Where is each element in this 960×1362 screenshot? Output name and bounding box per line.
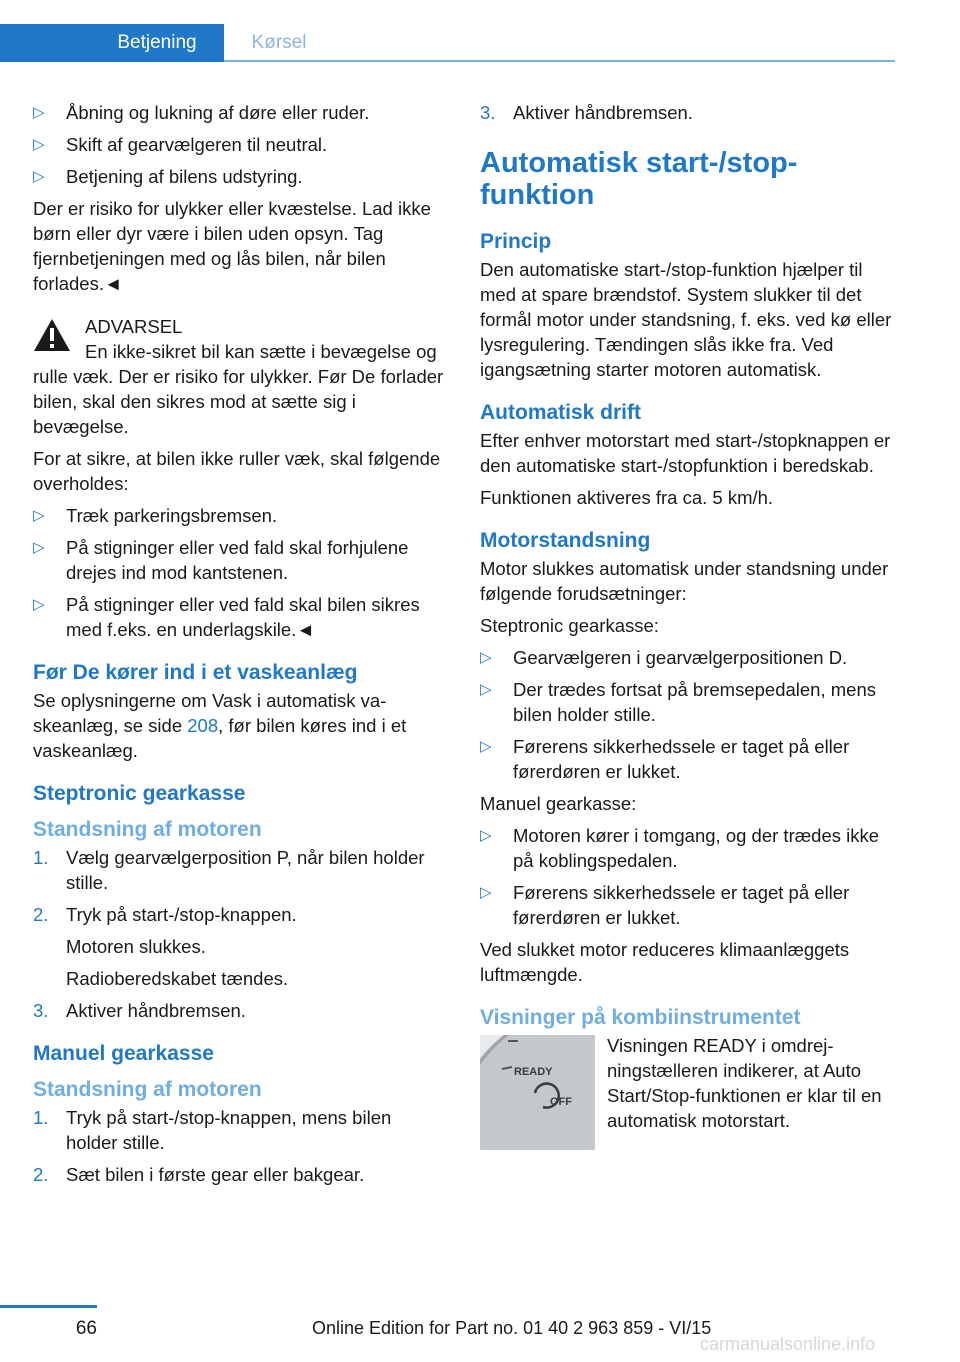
triangle-bullet-icon: ▷ bbox=[33, 104, 45, 121]
list-item: 2. Tryk på start-/stop-knappen. bbox=[33, 904, 297, 925]
triangle-bullet-icon: ▷ bbox=[33, 168, 45, 185]
auto-paragraph-2: Funktionen aktiveres fra ca. 5 km/h. bbox=[480, 487, 774, 508]
list-item: ▷ Betjening af bilens udstyring. bbox=[33, 166, 303, 187]
auto-paragraph: Efter enhver motorstart med start-/stopknappen er den automatiske start-/stopfunktion i beredskab. bbox=[480, 430, 891, 476]
tab-underline bbox=[224, 60, 895, 62]
manual-heading: Manuel gearkasse bbox=[33, 1042, 214, 1065]
triangle-bullet-icon: ▷ bbox=[33, 539, 45, 556]
list-item: ▷ Førerens sikkerhedssele er taget på eller førerdøren er lukket. bbox=[480, 736, 850, 782]
section-title: Automatisk start-/stop-funktion bbox=[480, 147, 798, 211]
climate-paragraph: Ved slukket motor reduceres klimaanlæggets luftmængde. bbox=[480, 939, 850, 985]
risk-paragraph: Der er risiko for ulykker eller kvæstelse. Lad ikke børn eller dyr være i bilen uden opsyn. Tag fjernbetjeningen med og lås bilen, når bilen forlades.◄ bbox=[33, 198, 431, 294]
triangle-bullet-icon: ▷ bbox=[480, 738, 492, 755]
warning-text: En ikke-sikret bil kan sætte i bevægelse og rulle væk. Der er risiko for ulykker. Før De forlader bilen, skal den sikres mod at sætte sig i bevægelse. bbox=[33, 341, 444, 437]
step-note: Radioberedskabet tændes. bbox=[66, 968, 289, 989]
triangle-bullet-icon: ▷ bbox=[480, 827, 492, 844]
list-item: ▷ Gearvælgeren i gearvælgerpositionen D. bbox=[480, 647, 848, 668]
triangle-bullet-icon: ▷ bbox=[480, 649, 492, 666]
display-heading: Visninger på kombiinstrumentet bbox=[480, 1006, 801, 1029]
header-tabs bbox=[0, 24, 895, 62]
auto-heading: Automatisk drift bbox=[480, 401, 642, 424]
stop-engine-heading: Standsning af motoren bbox=[33, 818, 262, 841]
manual-label: Manuel gearkasse: bbox=[480, 793, 637, 814]
list-item: ▷ På stigninger eller ved fald skal bilen sikres med f.eks. en underlagskile.◄ bbox=[33, 594, 420, 640]
steptronic-label: Steptronic gearkasse: bbox=[480, 615, 659, 636]
triangle-bullet-icon: ▷ bbox=[480, 884, 492, 901]
watermark: carmanualsonline.info bbox=[700, 1334, 876, 1354]
list-item: ▷ Førerens sikkerhedssele er taget på eller førerdøren er lukket. bbox=[480, 882, 850, 928]
page-number: 66 bbox=[75, 1318, 97, 1339]
footer-edition: Online Edition for Part no. 01 40 2 963 859 - VI/15 bbox=[312, 1318, 712, 1338]
secure-paragraph: For at sikre, at bilen ikke ruller væk, skal følgende overholdes: bbox=[33, 448, 441, 494]
standstill-paragraph: Motor slukkes automatisk under standsning under følgende forudsætninger: bbox=[480, 558, 889, 604]
wash-paragraph: Se oplysningerne om Vask i automatisk vaskeanlæg, se side 208, før bilen køres ind i et vaskeanlæg. bbox=[33, 690, 407, 761]
warning-title: ADVARSEL bbox=[85, 316, 183, 337]
tachometer-ready-image bbox=[480, 1035, 595, 1150]
page-link[interactable]: 208 bbox=[187, 715, 219, 736]
steptronic-heading: Steptronic gearkasse bbox=[33, 782, 246, 805]
list-item: ▷ Motoren kører i tomgang, og der trædes ikke på koblingspedalen. bbox=[480, 825, 880, 871]
right-column bbox=[480, 100, 895, 1151]
display-figure bbox=[480, 1033, 895, 1151]
stop-engine-heading: Standsning af motoren bbox=[33, 1078, 262, 1101]
warning-block bbox=[33, 314, 445, 364]
list-item: 2. Sæt bilen i første gear eller bakgear. bbox=[33, 1164, 365, 1185]
list-item: ▷ Skift af gearvælgeren til neutral. bbox=[33, 134, 328, 155]
step-note: Motoren slukkes. bbox=[66, 936, 206, 957]
display-paragraph: Visningen READY i omdrejningstælleren indikerer, at Auto Start/Stop-funktionen er klar til en automatisk motorstart. bbox=[607, 1035, 882, 1131]
list-item: 3. Aktiver håndbremsen. bbox=[480, 102, 693, 123]
list-item: 1. Tryk på start-/stop-knappen, mens bilen holder stille. bbox=[33, 1107, 392, 1153]
warning-triangle-icon bbox=[33, 318, 71, 352]
footer-rule bbox=[0, 1305, 97, 1308]
gauge-ready-label: READY bbox=[514, 1066, 553, 1078]
principle-heading: Princip bbox=[480, 230, 552, 253]
standstill-heading: Motorstandsning bbox=[480, 529, 651, 552]
list-item: ▷ Træk parkeringsbremsen. bbox=[33, 505, 278, 526]
gauge-off-label: OFF bbox=[550, 1096, 572, 1108]
list-item: ▷ Åbning og lukning af døre eller ruder. bbox=[33, 102, 370, 123]
triangle-bullet-icon: ▷ bbox=[33, 136, 45, 153]
tab-korsel[interactable]: Kørsel bbox=[251, 32, 307, 53]
principle-paragraph: Den automatiske start-/stop-funktion hjælper til med at spare brændstof. System slukker til det formål motor under standsning, f. eks. ved kø eller lysregulering. Tændingen slås ikke fra. Ved igangsætning starter motoren automatisk. bbox=[480, 259, 892, 380]
list-item: 1. Vælg gearvælgerposition P, når bilen holder stille. bbox=[33, 847, 425, 893]
list-item: 3. Aktiver håndbremsen. bbox=[33, 1000, 246, 1021]
triangle-bullet-icon: ▷ bbox=[33, 507, 45, 524]
triangle-bullet-icon: ▷ bbox=[33, 596, 45, 613]
list-item: ▷ Der trædes fortsat på bremsepedalen, mens bilen holder stille. bbox=[480, 679, 876, 725]
wash-heading: Før De kører ind i et vaskeanlæg bbox=[33, 661, 358, 684]
list-item: ▷ På stigninger eller ved fald skal forhjulene drejes ind mod kantstenen. bbox=[33, 537, 409, 583]
triangle-bullet-icon: ▷ bbox=[480, 681, 492, 698]
tab-betjening[interactable]: Betjening bbox=[0, 24, 224, 62]
left-column bbox=[33, 100, 445, 1194]
